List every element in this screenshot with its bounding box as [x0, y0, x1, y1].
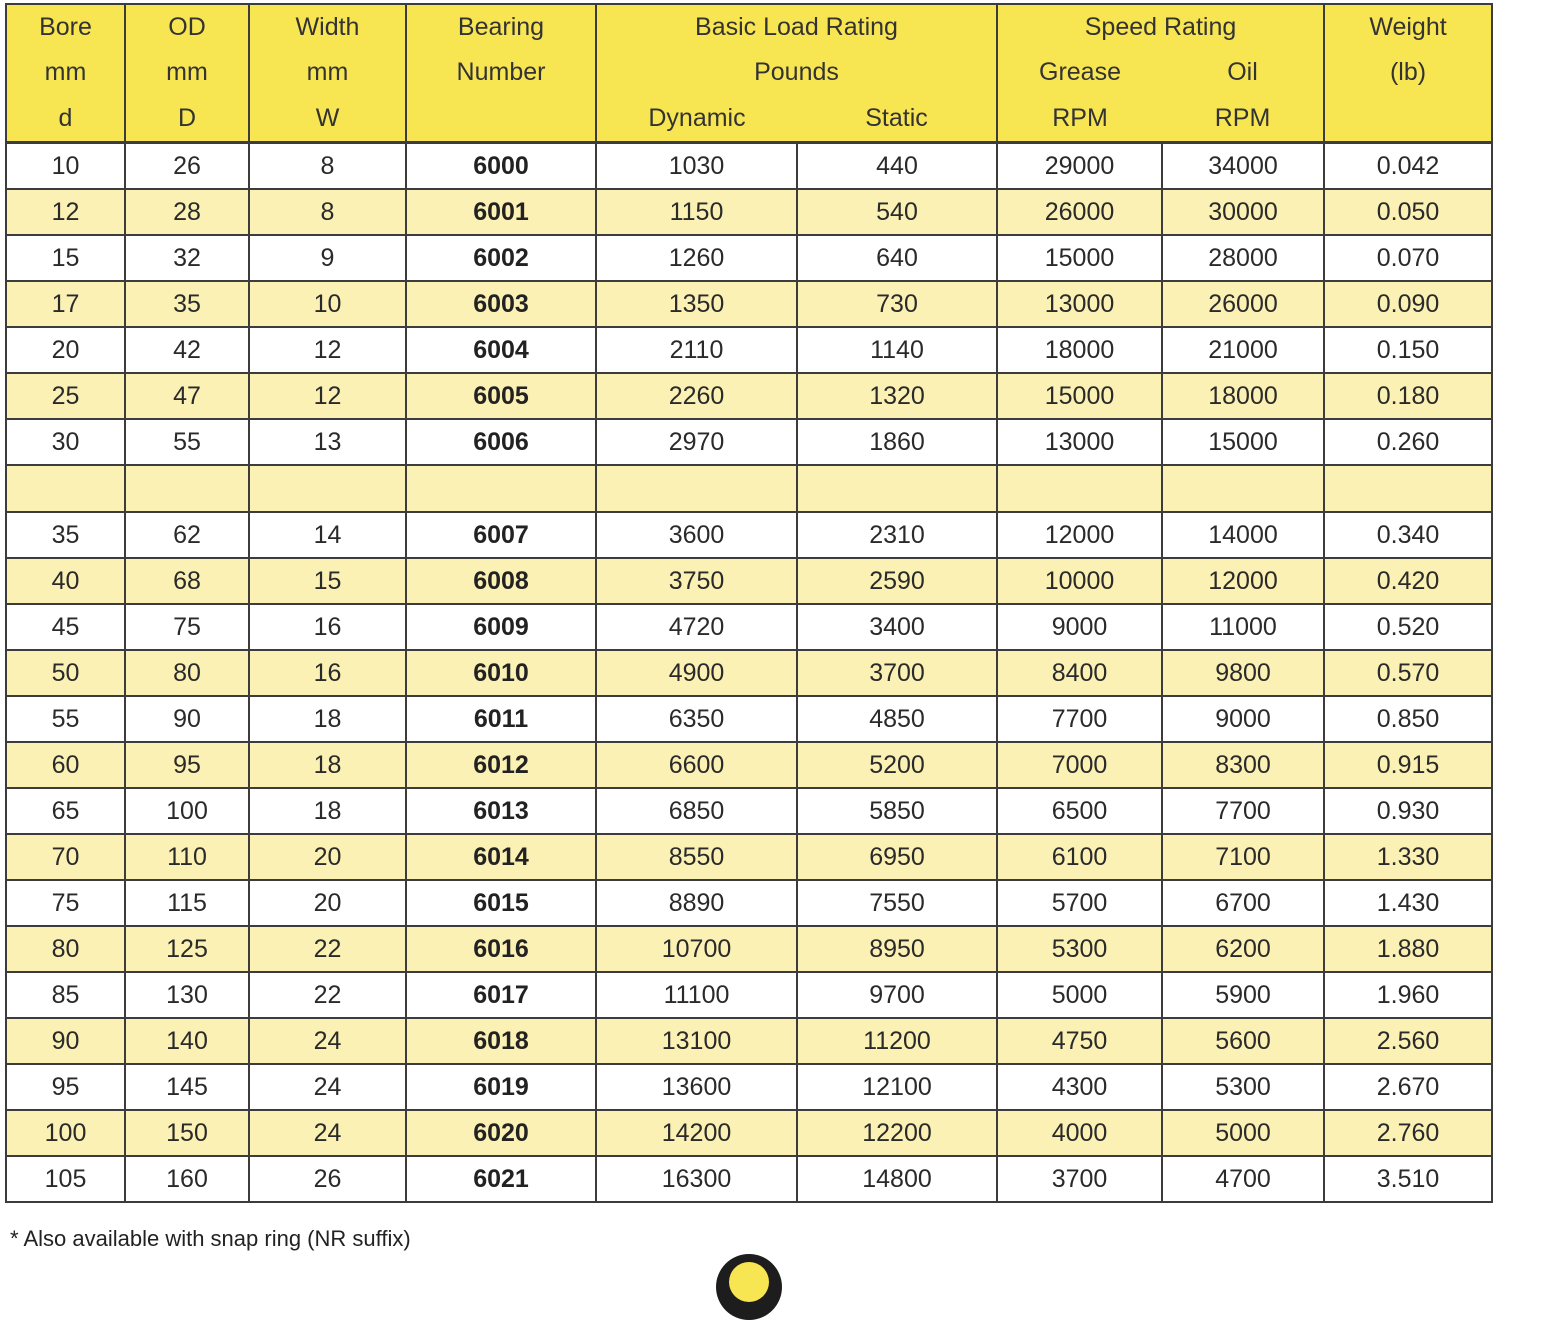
cell-oil: 11000 — [1162, 604, 1324, 650]
table-row — [6, 1156, 1492, 1202]
table-row — [6, 143, 1492, 190]
cell-static: 12100 — [797, 1064, 997, 1110]
cell-bearing: 6007 — [406, 512, 596, 558]
cell-dynamic: 1030 — [596, 143, 797, 190]
cell-dynamic: 8890 — [596, 880, 797, 926]
cell-bearing: 6000 — [406, 143, 596, 190]
cell-weight: 0.520 — [1324, 604, 1492, 650]
cell-d: 100 — [6, 1110, 125, 1156]
cell-oil: 34000 — [1162, 143, 1324, 190]
cell-static: 5200 — [797, 742, 997, 788]
cell-d: 65 — [6, 788, 125, 834]
table-row — [6, 696, 1492, 742]
cell-d: 80 — [6, 926, 125, 972]
footnote: * Also available with snap ring (NR suffix) — [10, 1226, 411, 1251]
cell-static — [797, 465, 997, 512]
cell-d: 15 — [6, 235, 125, 281]
cell-d: 50 — [6, 650, 125, 696]
cell-static: 8950 — [797, 926, 997, 972]
cell-grease: 5000 — [997, 972, 1162, 1018]
cell-d: 60 — [6, 742, 125, 788]
cell-oil: 8300 — [1162, 742, 1324, 788]
cell-grease: 7000 — [997, 742, 1162, 788]
cell-weight: 3.510 — [1324, 1156, 1492, 1202]
cell-weight: 0.915 — [1324, 742, 1492, 788]
cell-grease: 7700 — [997, 696, 1162, 742]
cell-bearing: 6001 — [406, 189, 596, 235]
table-row — [6, 327, 1492, 373]
cell-dynamic: 13600 — [596, 1064, 797, 1110]
cell-d: 40 — [6, 558, 125, 604]
header-weight: Weight — [1324, 4, 1492, 50]
cell-d: 70 — [6, 834, 125, 880]
cell-d — [6, 465, 125, 512]
cell-dynamic: 1150 — [596, 189, 797, 235]
cell-oil: 7700 — [1162, 788, 1324, 834]
cell-d-od: 140 — [125, 1018, 249, 1064]
cell-bearing: 6018 — [406, 1018, 596, 1064]
cell-oil: 12000 — [1162, 558, 1324, 604]
cell-oil: 9800 — [1162, 650, 1324, 696]
cell-bearing: 6016 — [406, 926, 596, 972]
cell-d-od: 55 — [125, 419, 249, 465]
cell-d-od: 32 — [125, 235, 249, 281]
table-row — [6, 926, 1492, 972]
cell-d: 17 — [6, 281, 125, 327]
cell-dynamic: 4720 — [596, 604, 797, 650]
table-row — [6, 834, 1492, 880]
cell-bearing: 6011 — [406, 696, 596, 742]
table-row — [6, 972, 1492, 1018]
cell-d: 12 — [6, 189, 125, 235]
header-bearing: Bearing — [406, 4, 596, 50]
cell-dynamic: 6850 — [596, 788, 797, 834]
cell-oil: 15000 — [1162, 419, 1324, 465]
cell-w: 13 — [249, 419, 406, 465]
cell-grease — [997, 465, 1162, 512]
cell-w: 26 — [249, 1156, 406, 1202]
header-speed-rating: Speed Rating — [997, 4, 1324, 50]
cell-grease: 26000 — [997, 189, 1162, 235]
cell-bearing: 6013 — [406, 788, 596, 834]
header-weight-blank — [1324, 95, 1492, 143]
table-row — [6, 558, 1492, 604]
cell-grease: 18000 — [997, 327, 1162, 373]
cell-d-od: 68 — [125, 558, 249, 604]
cell-w: 8 — [249, 143, 406, 190]
cell-bearing: 6005 — [406, 373, 596, 419]
cell-grease: 15000 — [997, 373, 1162, 419]
header-grease-rpm: RPM — [997, 95, 1162, 143]
cell-d: 35 — [6, 512, 125, 558]
cell-static: 3700 — [797, 650, 997, 696]
spacer-row — [6, 465, 1492, 512]
cell-weight: 0.930 — [1324, 788, 1492, 834]
cell-w: 20 — [249, 880, 406, 926]
logo-inner-disc — [729, 1262, 769, 1302]
cell-w: 12 — [249, 327, 406, 373]
cell-weight: 2.560 — [1324, 1018, 1492, 1064]
cell-oil: 26000 — [1162, 281, 1324, 327]
cell-oil: 5600 — [1162, 1018, 1324, 1064]
cell-oil: 18000 — [1162, 373, 1324, 419]
cell-bearing: 6020 — [406, 1110, 596, 1156]
cell-oil: 14000 — [1162, 512, 1324, 558]
table-row — [6, 742, 1492, 788]
cell-bearing: 6003 — [406, 281, 596, 327]
cell-d: 25 — [6, 373, 125, 419]
cell-bearing: 6004 — [406, 327, 596, 373]
cell-d-od: 125 — [125, 926, 249, 972]
cell-static: 1320 — [797, 373, 997, 419]
cell-w: 22 — [249, 926, 406, 972]
cell-w: 8 — [249, 189, 406, 235]
cell-static: 1860 — [797, 419, 997, 465]
cell-d-od: 28 — [125, 189, 249, 235]
header-od-unit: mm — [125, 50, 249, 95]
cell-weight: 2.670 — [1324, 1064, 1492, 1110]
cell-weight: 1.330 — [1324, 834, 1492, 880]
header-static: Static — [797, 95, 997, 143]
cell-grease: 8400 — [997, 650, 1162, 696]
cell-weight: 0.850 — [1324, 696, 1492, 742]
cell-static: 440 — [797, 143, 997, 190]
circular-logo-icon — [716, 1254, 782, 1320]
cell-w: 12 — [249, 373, 406, 419]
cell-static: 2590 — [797, 558, 997, 604]
cell-weight: 0.090 — [1324, 281, 1492, 327]
cell-w: 20 — [249, 834, 406, 880]
cell-d-od: 160 — [125, 1156, 249, 1202]
cell-weight: 0.340 — [1324, 512, 1492, 558]
cell-w: 18 — [249, 788, 406, 834]
table-row — [6, 604, 1492, 650]
cell-d-od: 95 — [125, 742, 249, 788]
cell-dynamic: 1350 — [596, 281, 797, 327]
cell-d-od: 26 — [125, 143, 249, 190]
cell-static: 3400 — [797, 604, 997, 650]
cell-w: 16 — [249, 604, 406, 650]
cell-w: 18 — [249, 696, 406, 742]
table-row — [6, 1018, 1492, 1064]
cell-oil: 5000 — [1162, 1110, 1324, 1156]
cell-w: 15 — [249, 558, 406, 604]
cell-w: 18 — [249, 742, 406, 788]
cell-d: 20 — [6, 327, 125, 373]
cell-d-od: 62 — [125, 512, 249, 558]
cell-d-od: 47 — [125, 373, 249, 419]
cell-dynamic: 13100 — [596, 1018, 797, 1064]
cell-static: 4850 — [797, 696, 997, 742]
cell-static: 1140 — [797, 327, 997, 373]
cell-dynamic — [596, 465, 797, 512]
bearing-spec-table-wrapper — [5, 3, 1493, 1203]
cell-grease: 13000 — [997, 419, 1162, 465]
cell-static: 14800 — [797, 1156, 997, 1202]
cell-grease: 6100 — [997, 834, 1162, 880]
cell-dynamic: 6600 — [596, 742, 797, 788]
header-bore-unit: mm — [6, 50, 125, 95]
table-row — [6, 650, 1492, 696]
cell-d: 85 — [6, 972, 125, 1018]
cell-w: 24 — [249, 1064, 406, 1110]
header-oil-rpm: RPM — [1162, 95, 1324, 143]
table-row — [6, 880, 1492, 926]
cell-weight: 1.430 — [1324, 880, 1492, 926]
cell-grease: 15000 — [997, 235, 1162, 281]
table-row — [6, 373, 1492, 419]
header-row-3 — [6, 95, 1492, 143]
header-weight-unit: (lb) — [1324, 50, 1492, 95]
cell-grease: 5700 — [997, 880, 1162, 926]
bearing-spec-table — [5, 3, 1493, 1203]
header-width: Width — [249, 4, 406, 50]
cell-grease: 4300 — [997, 1064, 1162, 1110]
cell-bearing: 6014 — [406, 834, 596, 880]
cell-grease: 12000 — [997, 512, 1162, 558]
cell-d-od: 145 — [125, 1064, 249, 1110]
header-od-symbol: D — [125, 95, 249, 143]
cell-static: 540 — [797, 189, 997, 235]
cell-static: 6950 — [797, 834, 997, 880]
header-dynamic: Dynamic — [596, 95, 797, 143]
cell-dynamic: 8550 — [596, 834, 797, 880]
table-row — [6, 1064, 1492, 1110]
cell-grease: 3700 — [997, 1156, 1162, 1202]
cell-grease: 6500 — [997, 788, 1162, 834]
cell-bearing: 6017 — [406, 972, 596, 1018]
table-row — [6, 419, 1492, 465]
cell-oil: 5900 — [1162, 972, 1324, 1018]
cell-d-od: 35 — [125, 281, 249, 327]
cell-weight: 0.180 — [1324, 373, 1492, 419]
cell-oil: 21000 — [1162, 327, 1324, 373]
header-bearing-blank — [406, 95, 596, 143]
cell-d: 105 — [6, 1156, 125, 1202]
cell-dynamic: 2970 — [596, 419, 797, 465]
cell-bearing: 6015 — [406, 880, 596, 926]
table-row — [6, 235, 1492, 281]
cell-weight: 1.880 — [1324, 926, 1492, 972]
cell-bearing: 6006 — [406, 419, 596, 465]
cell-dynamic: 6350 — [596, 696, 797, 742]
cell-bearing: 6009 — [406, 604, 596, 650]
cell-dynamic: 2110 — [596, 327, 797, 373]
cell-w: 10 — [249, 281, 406, 327]
cell-bearing: 6002 — [406, 235, 596, 281]
cell-d: 45 — [6, 604, 125, 650]
cell-d-od: 42 — [125, 327, 249, 373]
cell-static: 12200 — [797, 1110, 997, 1156]
cell-dynamic: 16300 — [596, 1156, 797, 1202]
cell-static: 730 — [797, 281, 997, 327]
cell-static: 640 — [797, 235, 997, 281]
cell-dynamic: 2260 — [596, 373, 797, 419]
header-row-2 — [6, 50, 1492, 95]
cell-w — [249, 465, 406, 512]
cell-oil: 5300 — [1162, 1064, 1324, 1110]
header-row-1 — [6, 4, 1492, 50]
cell-weight: 0.050 — [1324, 189, 1492, 235]
cell-static: 7550 — [797, 880, 997, 926]
cell-bearing: 6012 — [406, 742, 596, 788]
header-load-rating: Basic Load Rating — [596, 4, 997, 50]
header-bearing-number: Number — [406, 50, 596, 95]
cell-grease: 4750 — [997, 1018, 1162, 1064]
cell-d-od — [125, 465, 249, 512]
cell-bearing: 6021 — [406, 1156, 596, 1202]
cell-weight: 0.042 — [1324, 143, 1492, 190]
header-od: OD — [125, 4, 249, 50]
table-row — [6, 189, 1492, 235]
cell-bearing: 6008 — [406, 558, 596, 604]
cell-d-od: 110 — [125, 834, 249, 880]
table-row — [6, 788, 1492, 834]
table-row — [6, 1110, 1492, 1156]
cell-static: 5850 — [797, 788, 997, 834]
cell-w: 22 — [249, 972, 406, 1018]
cell-d-od: 90 — [125, 696, 249, 742]
cell-d-od: 150 — [125, 1110, 249, 1156]
table-row — [6, 512, 1492, 558]
cell-weight: 0.070 — [1324, 235, 1492, 281]
cell-dynamic: 3750 — [596, 558, 797, 604]
cell-w: 16 — [249, 650, 406, 696]
cell-d-od: 130 — [125, 972, 249, 1018]
cell-d-od: 115 — [125, 880, 249, 926]
cell-d: 95 — [6, 1064, 125, 1110]
cell-dynamic: 1260 — [596, 235, 797, 281]
cell-weight: 0.150 — [1324, 327, 1492, 373]
cell-d-od: 80 — [125, 650, 249, 696]
cell-d-od: 75 — [125, 604, 249, 650]
cell-static: 9700 — [797, 972, 997, 1018]
cell-dynamic: 10700 — [596, 926, 797, 972]
cell-w: 9 — [249, 235, 406, 281]
cell-dynamic: 14200 — [596, 1110, 797, 1156]
cell-dynamic: 4900 — [596, 650, 797, 696]
cell-w: 24 — [249, 1110, 406, 1156]
cell-w: 14 — [249, 512, 406, 558]
table-row — [6, 281, 1492, 327]
cell-d: 90 — [6, 1018, 125, 1064]
cell-grease: 13000 — [997, 281, 1162, 327]
cell-weight — [1324, 465, 1492, 512]
cell-oil: 6700 — [1162, 880, 1324, 926]
cell-grease: 5300 — [997, 926, 1162, 972]
cell-weight: 1.960 — [1324, 972, 1492, 1018]
cell-weight: 0.570 — [1324, 650, 1492, 696]
cell-d: 30 — [6, 419, 125, 465]
cell-bearing: 6019 — [406, 1064, 596, 1110]
cell-d: 75 — [6, 880, 125, 926]
cell-weight: 2.760 — [1324, 1110, 1492, 1156]
cell-oil — [1162, 465, 1324, 512]
cell-d-od: 100 — [125, 788, 249, 834]
header-bore: Bore — [6, 4, 125, 50]
cell-oil: 30000 — [1162, 189, 1324, 235]
header-width-unit: mm — [249, 50, 406, 95]
cell-oil: 4700 — [1162, 1156, 1324, 1202]
cell-d: 10 — [6, 143, 125, 190]
header-width-symbol: W — [249, 95, 406, 143]
cell-oil: 28000 — [1162, 235, 1324, 281]
header-bore-symbol: d — [6, 95, 125, 143]
cell-static: 2310 — [797, 512, 997, 558]
cell-w: 24 — [249, 1018, 406, 1064]
cell-dynamic: 3600 — [596, 512, 797, 558]
cell-grease: 10000 — [997, 558, 1162, 604]
cell-dynamic: 11100 — [596, 972, 797, 1018]
header-oil: Oil — [1162, 50, 1324, 95]
cell-grease: 29000 — [997, 143, 1162, 190]
cell-oil: 6200 — [1162, 926, 1324, 972]
cell-static: 11200 — [797, 1018, 997, 1064]
cell-oil: 9000 — [1162, 696, 1324, 742]
cell-weight: 0.260 — [1324, 419, 1492, 465]
cell-grease: 9000 — [997, 604, 1162, 650]
cell-bearing — [406, 465, 596, 512]
cell-oil: 7100 — [1162, 834, 1324, 880]
cell-bearing: 6010 — [406, 650, 596, 696]
header-grease: Grease — [997, 50, 1162, 95]
header-load-unit: Pounds — [596, 50, 997, 95]
cell-weight: 0.420 — [1324, 558, 1492, 604]
cell-d: 55 — [6, 696, 125, 742]
cell-grease: 4000 — [997, 1110, 1162, 1156]
